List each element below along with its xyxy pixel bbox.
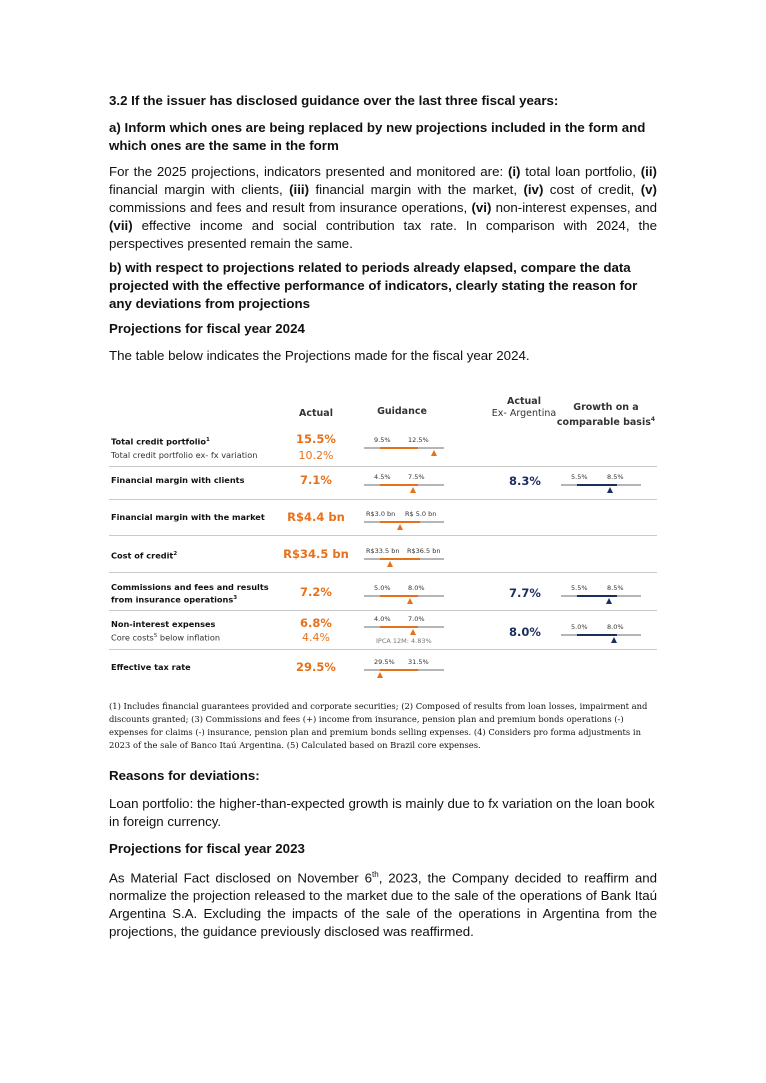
reasons-text: Loan portfolio: the higher-than-expected growth is mainly due to fx variation on the loan book in foreign currency. [109,796,655,829]
guidance-gauge-expenses [362,615,452,645]
comparable-low: 5.5% [571,584,588,592]
guidance-low: 29.5% [374,658,395,666]
comparable-gauge-commissions [559,584,649,606]
guidance-high: 12.5% [408,436,429,444]
actual-marker [607,487,613,493]
guidance-high: 8.0% [408,584,425,592]
row-sublabel-expenses: Core costs$^5$ below inflation [111,632,221,643]
comparable-high: 8.5% [607,473,624,481]
guidance-low: 9.5% [374,436,391,444]
row-divider [109,499,657,500]
comparable-range [577,595,617,598]
header-actual-ex: Actual Ex- Argentina [491,396,557,419]
actual-nim-market: R$4.4 bn [287,510,345,524]
subsection-a-paragraph: For the 2025 projections, indicators presented and monitored are: (i) total loan portfolio, (ii) financial margin with clients, (iii) financial margin with the market, (iv) cost of credit, (v) commissions and fees and result from insurance operations, (vi) non-interest expenses, and (vii) effective income and social contribution tax rate. In comparison with 2024, the perspectives presented remain the same. [109,164,658,251]
actual-cost-credit: R$34.5 bn [283,547,349,561]
row-divider [109,649,657,650]
row-label-nim-market: Financial margin with the market [111,512,265,522]
actual-marker [410,487,416,493]
row-divider [109,466,657,467]
header-growth: Growth on a comparable basis$^4$ [556,402,656,429]
guidance-low: R$3.0 bn [366,510,396,518]
guidance-range [380,484,418,487]
actual-credit: 15.5% [296,432,336,446]
guidance-high: 7.5% [408,473,425,481]
guidance-high: 7.0% [408,615,425,623]
guidance-high: R$ 5.0 bn [405,510,437,518]
guidance-range [380,669,418,672]
guidance-gauge-cost-credit [362,547,452,569]
guidance-gauge-credit [362,436,452,458]
comparable-low: 5.0% [571,623,588,631]
comparable-range [577,484,617,487]
comparable-range [577,634,617,637]
row-label-tax: Effective tax rate [111,662,191,672]
subsection-a-heading: a) Inform which ones are being replaced by new projections included in the form and which ones are the same in the form [109,120,646,153]
actual-expenses: 6.8% [300,616,332,630]
row-label-nim-clients: Financial margin with clients [111,475,245,485]
guidance-range [380,521,420,524]
header-actual: Actual [299,408,333,419]
actual-ex-expenses: 8.0% [509,625,541,639]
guidance-high: 31.5% [408,658,429,666]
actual-marker [611,637,617,643]
comparable-high: 8.0% [607,623,624,631]
comparable-low: 5.5% [571,473,588,481]
actual-marker [377,672,383,678]
comparable-gauge-expenses [559,623,649,645]
projections-2023-text: As Material Fact disclosed on November 6th, 2023, the Company decided to reaffirm and normalize the projection released to the market due to the sale of the operations of Bank Itaú Argentina S.A. Excluding the impacts of the sale of the operations in Argentina from the projections, the guidance previously disclosed was reaffirmed. [109,870,658,940]
actual-marker [606,598,612,604]
guidance-low: 5.0% [374,584,391,592]
actual-commissions: 7.2% [300,585,332,599]
guidance-gauge-commissions [362,584,452,606]
actual-marker [410,629,416,635]
actual-marker [387,561,393,567]
header-guidance: Guidance [377,406,427,417]
row-sublabel-credit: Total credit portfolio ex- fx variation [111,450,258,460]
row-label-credit: Total credit portfolio$^1$ [111,436,210,447]
actual-tax: 29.5% [296,660,336,674]
row-divider [109,610,657,611]
actual-marker [431,450,437,456]
guidance-gauge-nim-clients [362,473,452,495]
guidance-low: 4.0% [374,615,391,623]
actual-marker [407,598,413,604]
actual-core-costs: 4.4% [302,631,330,644]
guidance-range [380,447,418,450]
guidance-low: 4.5% [374,473,391,481]
table-footnote: (1) Includes financial guarantees provided and corporate securities; (2) Composed of results from loan losses, impairment and discounts granted; (3) Commissions and fees (+) income from insurance, pension plan and premium bonds operations (-) expenses for claims (-) insurance, pension plan and premium bonds selling expenses. (4) Considers pro forma adjustments in 2023 of the sale of Banco Itaú Argentina. (5) Calculated based on Brazil core expenses. [109,701,648,750]
reasons-heading: Reasons for deviations: [109,768,260,783]
actual-ex-commissions: 7.7% [509,586,541,600]
guidance-high: R$36.5 bn [407,547,441,555]
guidance-range [380,626,418,629]
row-divider [109,535,657,536]
ipca-note: IPCA 12M: 4.83% [376,637,432,645]
row-label-expenses: Non-interest expenses [111,619,216,629]
subsection-b-heading: b) with respect to projections related to periods already elapsed, compare the data projected with the effective performance of indicators, clearly stating the reason for any deviations from projections [109,260,638,311]
row-divider [109,572,657,573]
guidance-table [109,392,657,692]
projections-2023-heading: Projections for fiscal year 2023 [109,841,305,856]
actual-ex-nim-clients: 8.3% [509,474,541,488]
guidance-range [380,558,420,561]
projections-2024-intro: The table below indicates the Projections made for the fiscal year 2024. [109,348,530,363]
row-label-cost-credit: Cost of credit$^2$ [111,550,178,561]
comparable-gauge-nim-clients [559,473,649,495]
guidance-gauge-tax [362,658,452,680]
guidance-gauge-nim-market [362,510,452,532]
row-label-commissions: Commissions and fees and results from insurance operations$^3$ [111,582,269,605]
comparable-high: 8.5% [607,584,624,592]
guidance-low: R$33.5 bn [366,547,400,555]
section-title: 3.2 If the issuer has disclosed guidance over the last three fiscal years: [109,93,559,108]
actual-credit-ex-fx: 10.2% [298,449,334,462]
actual-nim-clients: 7.1% [300,473,332,487]
actual-marker [397,524,403,530]
guidance-range [380,595,418,598]
projections-2024-heading: Projections for fiscal year 2024 [109,321,305,336]
